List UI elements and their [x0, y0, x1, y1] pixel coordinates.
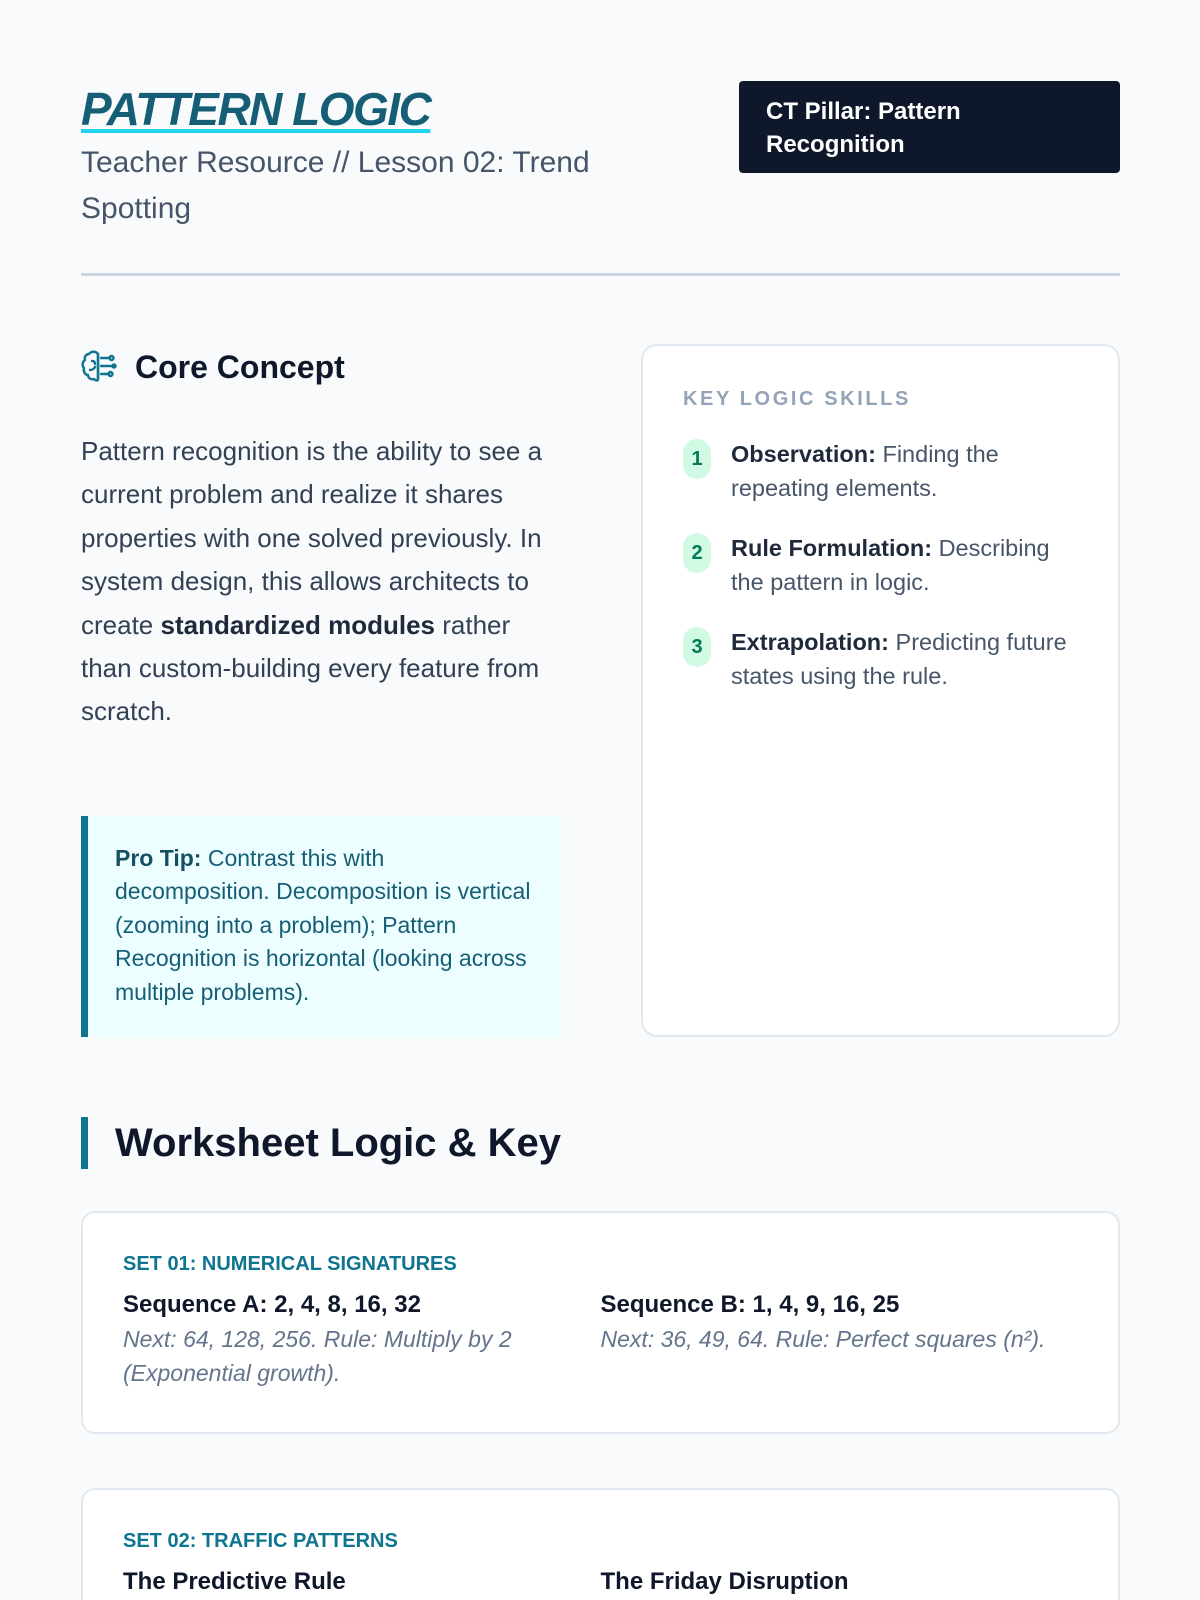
core-concept-body: [81, 430, 551, 734]
pro-tip-label: Pro Tip:: [115, 845, 202, 871]
ct-pillar-badge: CT Pillar: Pattern Recognition: [739, 81, 1120, 173]
worksheet-heading: Worksheet Logic & Key: [81, 1117, 561, 1169]
sequence-answer-text: Next: 64, 128, 256. Rule: Multiply by 2 (Exponential growth).: [123, 1326, 512, 1386]
traffic-heading: The Predictive Rule: [123, 1568, 346, 1595]
skill-label: Rule Formulation:: [731, 535, 933, 561]
worksheet-set-card: [81, 1488, 1120, 1600]
concept-text-end: rather than custom-building every feature from scratch.: [81, 609, 540, 727]
core-concept-title: Core Concept: [135, 348, 345, 385]
set-columns: [123, 1565, 1078, 1599]
skill-item: [683, 625, 1078, 693]
skill-item: [683, 531, 1078, 599]
pro-tip-callout: [81, 816, 561, 1037]
brand-title: PATTERN LOGIC: [81, 83, 431, 135]
key-logic-skills-card: [641, 344, 1120, 1037]
skill-description: [731, 437, 1078, 505]
brain-icon: [81, 348, 117, 386]
concept-text-start: Pattern recognition is the ability to see a current problem and realize it shares properties with one solved previously. In system design, this allows architects to create: [81, 436, 543, 640]
concept-text-emphasis: standardized modules: [160, 609, 435, 640]
page-header: [81, 0, 1120, 276]
sequence-answer-text: Next: 36, 49, 64. Rule: Perfect squares (n²).: [600, 1326, 1046, 1352]
skills-card-title: KEY LOGIC SKILLS: [683, 388, 911, 410]
lesson-page: [81, 0, 1120, 1595]
sequence-answer: [123, 1288, 601, 1390]
skill-text: Describing the pattern in logic.: [731, 535, 1050, 595]
set-label: SET 02: TRAFFIC PATTERNS: [123, 1530, 398, 1552]
sequence-answer: [601, 1288, 1079, 1390]
skill-number-badge: 3: [683, 627, 711, 667]
traffic-pattern-answer: [123, 1565, 601, 1599]
traffic-heading: The Friday Disruption: [600, 1568, 849, 1595]
skill-description: [731, 625, 1078, 693]
skill-description: [731, 531, 1078, 599]
skill-number-badge: 1: [683, 439, 711, 479]
worksheet-set-card: [81, 1211, 1120, 1434]
traffic-pattern-answer: [601, 1565, 1079, 1599]
skill-text: Finding the repeating elements.: [731, 441, 999, 501]
lesson-subtitle: Teacher Resource // Lesson 02: Trend Spotting: [81, 146, 590, 225]
core-concept-heading: [81, 345, 345, 389]
skill-number-badge: 2: [683, 533, 711, 573]
set-label: SET 01: NUMERICAL SIGNATURES: [123, 1253, 457, 1275]
skill-label: Observation:: [731, 441, 876, 467]
pro-tip-text: Contrast this with decomposition. Decomposition is vertical (zooming into a problem); Pattern Recognition is horizontal (looking across multiple problems).: [115, 845, 531, 1005]
set-columns: [123, 1288, 1078, 1390]
skill-item: [683, 437, 1078, 505]
skill-text: Predicting future states using the rule.: [731, 629, 1067, 689]
sequence-heading: Sequence A: 2, 4, 8, 16, 32: [123, 1291, 421, 1318]
skill-label: Extrapolation:: [731, 629, 889, 655]
sequence-heading: Sequence B: 1, 4, 9, 16, 25: [600, 1291, 900, 1318]
